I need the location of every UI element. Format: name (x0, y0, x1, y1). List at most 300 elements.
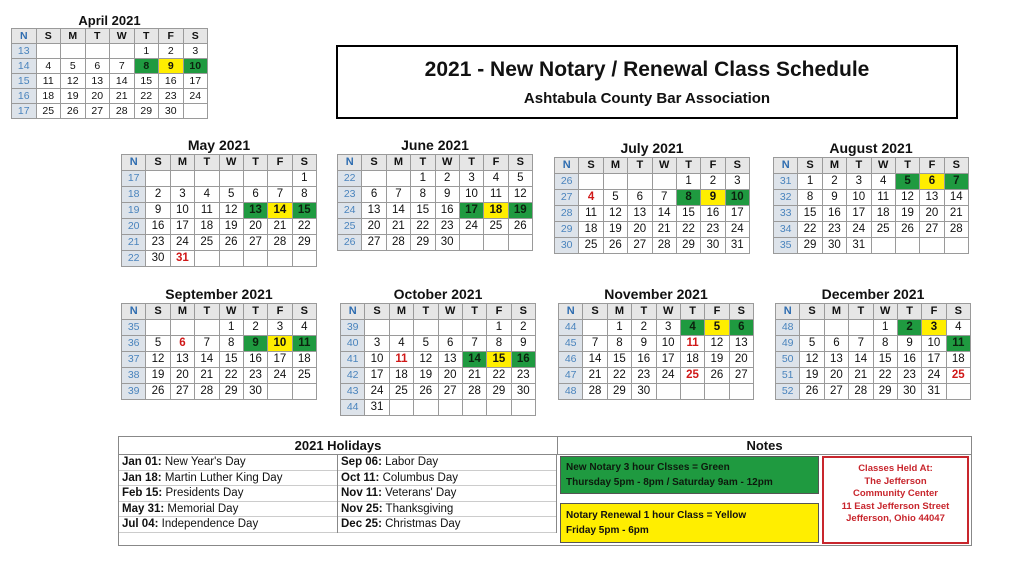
day-cell: 7 (268, 187, 292, 203)
day-cell: 11 (871, 190, 895, 206)
day-cell (824, 320, 848, 336)
day-cell: 2 (243, 320, 267, 336)
day-cell: 2 (511, 320, 535, 336)
day-cell (61, 44, 86, 59)
day-cell: 27 (824, 384, 848, 400)
renewal-note-line2: Friday 5pm - 6pm (566, 525, 649, 536)
day-cell: 30 (243, 384, 267, 400)
weekday-header: F (159, 29, 184, 44)
day-cell: 17 (365, 368, 389, 384)
weekday-header: S (583, 304, 607, 320)
day-cell: 29 (676, 238, 700, 254)
day-cell: 23 (822, 222, 846, 238)
weekday-header: T (895, 158, 919, 174)
day-cell: 17 (725, 206, 749, 222)
holiday-name: New Year's Day (164, 456, 246, 468)
month-grid (121, 154, 317, 267)
week-number-header: N (555, 158, 579, 174)
week-number: 40 (341, 336, 365, 352)
day-cell: 11 (195, 203, 219, 219)
day-cell: 27 (170, 384, 194, 400)
week-number: 22 (338, 171, 362, 187)
weekday-header: S (292, 304, 316, 320)
day-cell: 28 (583, 384, 607, 400)
weekday-header: M (61, 29, 86, 44)
holiday-date: Feb 15: (122, 487, 163, 500)
weekday-header: T (462, 304, 486, 320)
day-cell: 5 (219, 187, 243, 203)
day-cell: 31 (365, 400, 389, 416)
day-cell: 17 (459, 203, 483, 219)
weekday-header-row (555, 158, 750, 174)
day-cell: 4 (195, 187, 219, 203)
week-number: 35 (774, 238, 798, 254)
day-cell: 23 (243, 368, 267, 384)
week-row (122, 352, 317, 368)
day-cell: 9 (146, 203, 170, 219)
week-number: 23 (338, 187, 362, 203)
day-cell: 8 (411, 187, 435, 203)
day-cell: 11 (579, 206, 603, 222)
day-cell: 13 (824, 352, 848, 368)
week-number: 32 (774, 190, 798, 206)
week-row (338, 235, 533, 251)
week-row (776, 352, 971, 368)
day-cell: 2 (159, 44, 184, 59)
holiday-date: Dec 25: (341, 518, 382, 531)
day-cell: 13 (628, 206, 652, 222)
week-number: 30 (555, 238, 579, 254)
week-number: 46 (559, 352, 583, 368)
day-cell: 26 (61, 104, 86, 119)
week-row (122, 320, 317, 336)
day-cell (183, 104, 208, 119)
day-cell: 14 (195, 352, 219, 368)
day-cell (292, 384, 316, 400)
calendar-april (11, 13, 208, 119)
holiday-row (119, 517, 337, 533)
day-cell: 24 (268, 368, 292, 384)
day-cell: 26 (800, 384, 824, 400)
weekday-header: F (487, 304, 511, 320)
day-cell: 14 (462, 352, 486, 368)
day-cell: 24 (183, 89, 208, 104)
day-cell: 19 (895, 206, 919, 222)
week-number-header: N (776, 304, 800, 320)
holiday-row (119, 486, 337, 502)
week-number: 44 (341, 400, 365, 416)
calendar-september (121, 286, 317, 400)
month-grid (337, 154, 533, 251)
week-row (338, 171, 533, 187)
weekday-header: F (268, 304, 292, 320)
day-cell: 4 (292, 320, 316, 336)
weekday-header: M (822, 158, 846, 174)
day-cell: 14 (386, 203, 410, 219)
day-cell (438, 400, 462, 416)
week-row (122, 384, 317, 400)
day-cell: 13 (362, 203, 386, 219)
day-cell: 9 (243, 336, 267, 352)
day-cell: 19 (800, 368, 824, 384)
day-cell (705, 384, 729, 400)
day-cell: 20 (628, 222, 652, 238)
day-cell: 31 (922, 384, 946, 400)
week-number-header: N (341, 304, 365, 320)
week-row (12, 89, 208, 104)
day-cell: 14 (583, 352, 607, 368)
day-cell (170, 320, 194, 336)
holiday-date: May 31: (122, 502, 165, 515)
day-cell: 21 (386, 219, 410, 235)
week-number: 33 (774, 206, 798, 222)
week-row (341, 320, 536, 336)
holiday-row (338, 486, 556, 502)
day-cell: 15 (487, 352, 511, 368)
holiday-name: Labor Day (385, 456, 439, 468)
day-cell: 5 (146, 336, 170, 352)
day-cell: 20 (824, 368, 848, 384)
weekday-header: W (438, 304, 462, 320)
day-cell: 4 (484, 171, 508, 187)
week-number: 17 (12, 104, 37, 119)
week-number: 26 (338, 235, 362, 251)
week-row (555, 174, 750, 190)
day-cell: 11 (680, 336, 704, 352)
week-number: 48 (776, 320, 800, 336)
week-row (12, 44, 208, 59)
day-cell: 28 (195, 384, 219, 400)
day-cell: 4 (680, 320, 704, 336)
day-cell: 21 (268, 219, 292, 235)
day-cell: 25 (484, 219, 508, 235)
month-grid (340, 303, 536, 416)
holiday-date: Jul 04: (122, 518, 159, 531)
day-cell: 8 (676, 190, 700, 206)
week-row (559, 384, 754, 400)
week-number: 36 (122, 336, 146, 352)
day-cell (508, 235, 532, 251)
weekday-header: M (824, 304, 848, 320)
weekday-header-row (338, 155, 533, 171)
day-cell: 19 (603, 222, 627, 238)
week-row (12, 104, 208, 119)
weekday-header: M (170, 304, 194, 320)
day-cell: 2 (146, 187, 170, 203)
week-row (559, 352, 754, 368)
day-cell: 1 (219, 320, 243, 336)
week-row (12, 59, 208, 74)
day-cell: 22 (798, 222, 822, 238)
week-number-header: N (12, 29, 37, 44)
day-cell: 6 (438, 336, 462, 352)
day-cell: 13 (243, 203, 267, 219)
renewal-note (560, 503, 819, 543)
week-number: 50 (776, 352, 800, 368)
day-cell: 16 (146, 219, 170, 235)
week-number-header: N (122, 155, 146, 171)
day-cell: 12 (603, 206, 627, 222)
day-cell: 7 (652, 190, 676, 206)
day-cell: 12 (414, 352, 438, 368)
day-cell: 2 (701, 174, 725, 190)
day-cell (219, 251, 243, 267)
day-cell: 18 (946, 352, 970, 368)
weekday-header: T (459, 155, 483, 171)
day-cell: 23 (146, 235, 170, 251)
day-cell: 19 (705, 352, 729, 368)
day-cell (920, 238, 944, 254)
weekday-header: T (897, 304, 921, 320)
day-cell (195, 320, 219, 336)
day-cell: 17 (170, 219, 194, 235)
week-number: 26 (555, 174, 579, 190)
day-cell: 25 (680, 368, 704, 384)
month-title: August 2021 (829, 140, 913, 156)
day-cell: 28 (849, 384, 873, 400)
calendar-july (554, 140, 750, 254)
day-cell: 25 (36, 104, 61, 119)
day-cell: 26 (603, 238, 627, 254)
day-cell: 18 (292, 352, 316, 368)
weekday-header-row (341, 304, 536, 320)
weekday-header: S (511, 304, 535, 320)
day-cell: 19 (508, 203, 532, 219)
day-cell (389, 320, 413, 336)
week-number: 22 (122, 251, 146, 267)
day-cell: 20 (85, 89, 110, 104)
weekday-header: T (676, 158, 700, 174)
day-cell (462, 400, 486, 416)
day-cell: 24 (365, 384, 389, 400)
week-number-header: N (559, 304, 583, 320)
day-cell: 3 (365, 336, 389, 352)
day-cell (579, 174, 603, 190)
weekday-header: F (484, 155, 508, 171)
weekday-header: T (414, 304, 438, 320)
day-cell: 27 (438, 384, 462, 400)
day-cell: 25 (195, 235, 219, 251)
day-cell: 5 (61, 59, 86, 74)
day-cell: 8 (487, 336, 511, 352)
day-cell: 22 (219, 368, 243, 384)
holidays-notes-section (118, 436, 972, 546)
weekday-header: W (873, 304, 897, 320)
day-cell: 7 (462, 336, 486, 352)
day-cell: 14 (268, 203, 292, 219)
day-cell: 2 (435, 171, 459, 187)
day-cell: 1 (676, 174, 700, 190)
day-cell: 7 (195, 336, 219, 352)
week-number: 21 (122, 235, 146, 251)
weekday-header: T (195, 155, 219, 171)
day-cell (652, 174, 676, 190)
holiday-date: Oct 11: (341, 471, 380, 484)
day-cell: 10 (268, 336, 292, 352)
day-cell: 17 (847, 206, 871, 222)
holiday-row (119, 471, 337, 487)
day-cell: 16 (243, 352, 267, 368)
day-cell: 3 (847, 174, 871, 190)
weekday-header: T (195, 304, 219, 320)
week-row (555, 190, 750, 206)
weekday-header-row (122, 155, 317, 171)
day-cell (268, 251, 292, 267)
day-cell: 23 (701, 222, 725, 238)
day-cell: 9 (897, 336, 921, 352)
week-number: 25 (338, 219, 362, 235)
day-cell: 6 (824, 336, 848, 352)
day-cell: 7 (386, 187, 410, 203)
week-number: 27 (555, 190, 579, 206)
week-row (122, 336, 317, 352)
weekday-header: S (362, 155, 386, 171)
weekday-header: S (725, 158, 749, 174)
day-cell: 12 (800, 352, 824, 368)
day-cell: 1 (292, 171, 316, 187)
calendar-august (773, 140, 969, 254)
day-cell (195, 171, 219, 187)
day-cell: 30 (146, 251, 170, 267)
day-cell: 7 (110, 59, 135, 74)
day-cell: 12 (895, 190, 919, 206)
day-cell: 1 (134, 44, 159, 59)
week-row (12, 74, 208, 89)
week-number: 15 (12, 74, 37, 89)
holiday-name: Christmas Day (385, 518, 461, 531)
day-cell: 5 (603, 190, 627, 206)
holiday-name: Presidents Day (165, 487, 244, 500)
day-cell (414, 400, 438, 416)
month-title: September 2021 (165, 286, 273, 302)
day-cell: 11 (292, 336, 316, 352)
week-row (774, 174, 969, 190)
day-cell: 24 (170, 235, 194, 251)
weekday-header: T (243, 304, 267, 320)
day-cell: 27 (85, 104, 110, 119)
day-cell: 2 (822, 174, 846, 190)
month-grid (773, 157, 969, 254)
renewal-note-line1: Notary Renewal 1 hour Class = Yellow (566, 510, 747, 521)
day-cell: 29 (873, 384, 897, 400)
day-cell: 31 (725, 238, 749, 254)
weekday-header-row (774, 158, 969, 174)
day-cell: 22 (134, 89, 159, 104)
holidays-left-column (119, 455, 338, 533)
week-row (774, 222, 969, 238)
day-cell: 27 (628, 238, 652, 254)
day-cell: 18 (871, 206, 895, 222)
holiday-row (338, 471, 556, 487)
day-cell: 10 (847, 190, 871, 206)
day-cell: 29 (411, 235, 435, 251)
week-number: 43 (341, 384, 365, 400)
day-cell: 13 (438, 352, 462, 368)
day-cell: 29 (219, 384, 243, 400)
day-cell: 4 (579, 190, 603, 206)
location-line1: Classes Held At: (858, 463, 933, 474)
day-cell: 16 (435, 203, 459, 219)
day-cell: 15 (676, 206, 700, 222)
day-cell: 5 (705, 320, 729, 336)
month-title: April 2021 (78, 13, 141, 28)
week-number: 47 (559, 368, 583, 384)
day-cell: 28 (944, 222, 968, 238)
month-grid (558, 303, 754, 400)
day-cell: 20 (362, 219, 386, 235)
day-cell: 20 (438, 368, 462, 384)
week-number: 52 (776, 384, 800, 400)
day-cell: 11 (36, 74, 61, 89)
weekday-header-row (776, 304, 971, 320)
day-cell: 18 (579, 222, 603, 238)
day-cell: 25 (871, 222, 895, 238)
week-number: 49 (776, 336, 800, 352)
location-line2: The Jefferson (864, 475, 927, 487)
week-number: 42 (341, 368, 365, 384)
day-cell: 6 (85, 59, 110, 74)
day-cell: 8 (607, 336, 631, 352)
week-number-header: N (338, 155, 362, 171)
day-cell: 9 (511, 336, 535, 352)
holiday-name: Thanksgiving (385, 502, 454, 515)
holidays-heading: 2021 Holidays (119, 437, 558, 455)
day-cell (487, 400, 511, 416)
day-cell: 28 (462, 384, 486, 400)
week-row (122, 219, 317, 235)
week-number: 17 (122, 171, 146, 187)
day-cell (243, 251, 267, 267)
day-cell: 15 (873, 352, 897, 368)
day-cell: 5 (414, 336, 438, 352)
week-number: 24 (338, 203, 362, 219)
day-cell: 25 (389, 384, 413, 400)
day-cell (362, 171, 386, 187)
day-cell: 15 (134, 74, 159, 89)
week-number: 39 (122, 384, 146, 400)
day-cell: 15 (292, 203, 316, 219)
holiday-date: Nov 11: (341, 487, 382, 500)
day-cell: 16 (897, 352, 921, 368)
page-title: 2021 - New Notary / Renewal Class Schedule (424, 58, 870, 81)
month-title: July 2021 (620, 140, 684, 156)
day-cell: 21 (462, 368, 486, 384)
day-cell: 15 (219, 352, 243, 368)
day-cell: 5 (508, 171, 532, 187)
day-cell: 26 (895, 222, 919, 238)
week-number: 13 (12, 44, 37, 59)
weekday-header: S (798, 158, 822, 174)
weekday-header: F (920, 158, 944, 174)
location-line5: Jefferson, Ohio 44047 (846, 513, 945, 524)
day-cell: 20 (243, 219, 267, 235)
day-cell (895, 238, 919, 254)
location-line4: 11 East Jefferson Street (841, 500, 950, 512)
day-cell: 17 (268, 352, 292, 368)
day-cell: 24 (725, 222, 749, 238)
weekday-header: S (508, 155, 532, 171)
day-cell: 25 (579, 238, 603, 254)
weekday-header: F (705, 304, 729, 320)
week-number: 45 (559, 336, 583, 352)
day-cell: 21 (110, 89, 135, 104)
day-cell: 23 (897, 368, 921, 384)
day-cell: 25 (292, 368, 316, 384)
day-cell: 6 (920, 174, 944, 190)
week-row (122, 251, 317, 267)
week-row (559, 336, 754, 352)
day-cell: 14 (849, 352, 873, 368)
